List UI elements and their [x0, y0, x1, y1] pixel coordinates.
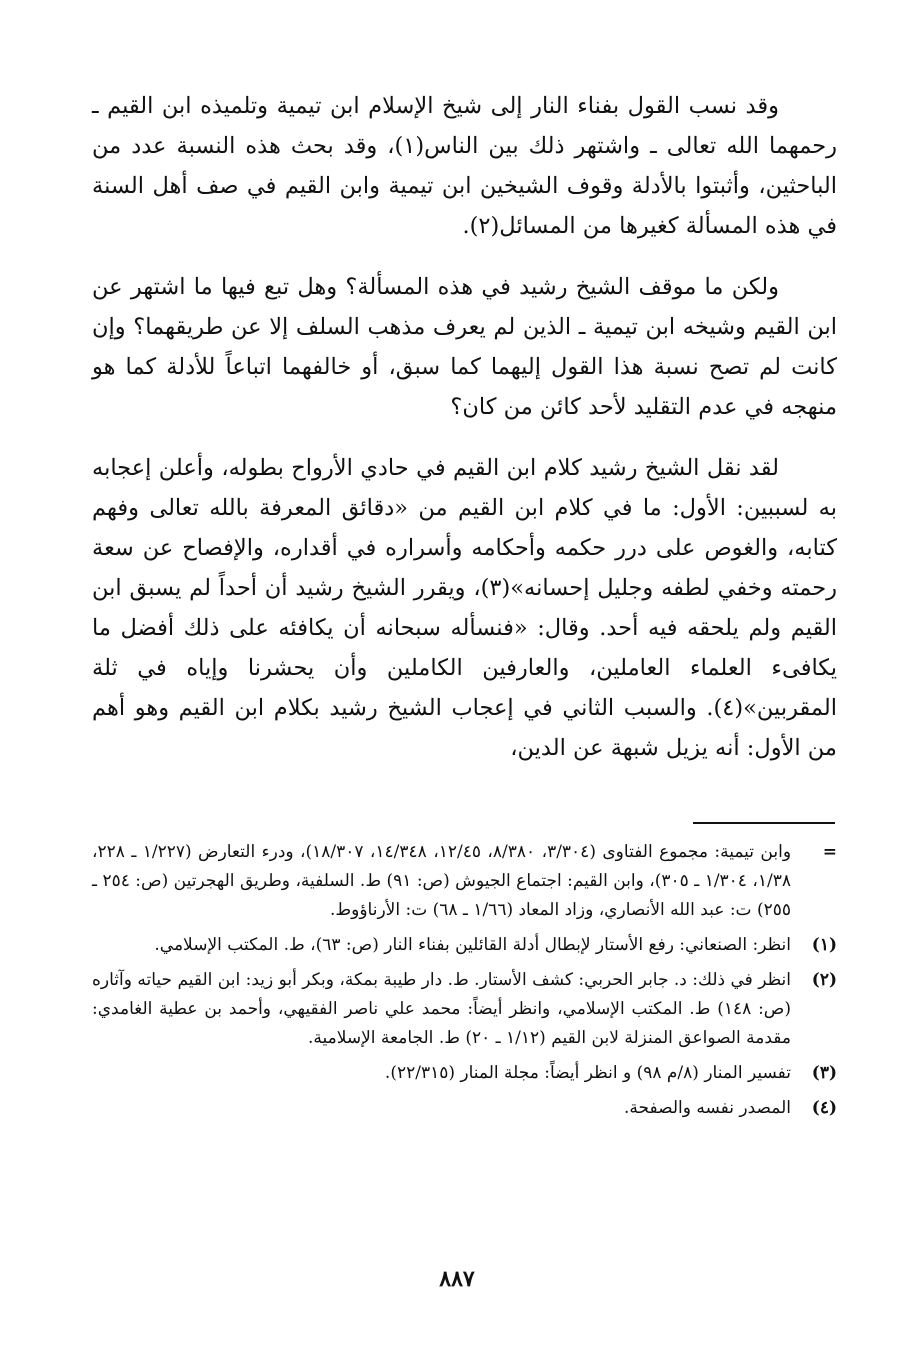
- footnotes: [92, 838, 837, 1129]
- footnote-item: [92, 966, 837, 1053]
- paragraph-text: ولكن ما موقف الشيخ رشيد في هذه المسألة؟ وهل تبع فيها ما اشتهر عن ابن القيم وشيخه ابن تيمية ـ الذين لم يعرف مذهب السلف إلا عن طريقهما؟ وإن كانت لم تصح نسبة هذا القول إليهما كما سبق، أو خالفهما اتباعاً للأدلة كما هو منهجه في عدم التقليد لأحد كائن من كان؟: [92, 274, 837, 420]
- footnote-divider: [693, 822, 835, 824]
- page-number: ٨٨٧: [439, 1266, 475, 1292]
- footnote-marker: (٢): [811, 970, 837, 990]
- footnote-text: وابن تيمية: مجموع الفتاوى (٣/٣٠٤، ٨/٣٨٠، ١٢/٤٥، ١٤/٣٤٨، ١٨/٣٠٧)، ودرء التعارض (١/٢٢٧ ـ ٢٢٨، ١/٣٨، ١/٣٠٤ ـ ٣٠٥)، وابن القيم: اجتماع الجيوش (ص: ٩١) ط. السلفية، وطريق الهجرتين (ص: ٢٥٤ ـ ٢٥٥) ت: عبد الله الأنصاري، وزاد المعاد (١/٦٦ ـ ٦٨) ت: الأرناؤوط.: [92, 842, 792, 920]
- footnote-text: انظر: الصنعاني: رفع الأستار لإبطال أدلة القائلين بفناء النار (ص: ٦٣)، ط. المكتب الإسلامي.: [154, 935, 791, 955]
- paragraph: [92, 86, 837, 246]
- footnote-text: تفسير المنار (٨/م ٩٨) و انظر أيضاً: مجلة المنار (٢٢/٣١٥).: [384, 1063, 791, 1083]
- footnote-item: [92, 1094, 837, 1123]
- footnote-marker: (٤): [811, 1098, 837, 1118]
- main-text: [92, 86, 837, 789]
- footnote-item: [92, 931, 837, 960]
- footnote-marker: (٣): [811, 1063, 837, 1083]
- footnote-item: [92, 838, 837, 925]
- footnote-item: [92, 1059, 837, 1088]
- paragraph: [92, 267, 837, 427]
- paragraph-text: وقد نسب القول بفناء النار إلى شيخ الإسلام ابن تيمية وتلميذه ابن القيم ـ رحمهما الله تعالى ـ واشتهر ذلك بين الناس(١)، وقد بحث هذه النسبة عدد من الباحثين، وأثبتوا بالأدلة وقوف الشيخين ابن تيمية وابن القيم في صف أهل السنة في هذه المسألة كغيرها من المسائل(٢).: [92, 93, 838, 239]
- footnote-marker: =: [822, 842, 837, 862]
- paragraph: [92, 448, 837, 768]
- paragraph-text: لقد نقل الشيخ رشيد كلام ابن القيم في حادي الأرواح بطوله، وأعلن إعجابه به لسببين: الأول: ما في كلام ابن القيم من «دقائق المعرفة بالله تعالى وفهم كتابه، والغوص على درر حكمه وأحكامه وأسراره في أقداره، والإفصاح عن سعة رحمته وخفي لطفه وجليل إحسانه»(٣)، ويقرر الشيخ رشيد أن أحداً لم يسبق ابن القيم ولم يلحقه فيه أحد. وقال: «فنسأله سبحانه أن يكافئه على ذلك أفضل ما يكافىء العلماء العاملين، والعارفين الكاملين وأن يحشرنا وإياه في ثلة المقربين»(٤). والسبب الثاني في إعجاب الشيخ رشيد بكلام ابن القيم وهو أهم من الأول: أنه يزيل شبهة عن الدين،: [92, 455, 837, 761]
- footnote-marker: (١): [811, 935, 837, 955]
- footnote-text: انظر في ذلك: د. جابر الحربي: كشف الأستار. ط. دار طيبة بمكة، وبكر أبو زيد: ابن القيم حياته وآثاره (ص: ١٤٨) ط. المكتب الإسلامي، وانظر أيضاً: محمد علي ناصر الفقيهي، وأحمد بن عطية الغامدي: مقدمة الصواعق المنزلة لابن القيم (١/١٢ ـ ٢٠) ط. الجامعة الإسلامية.: [92, 970, 791, 1048]
- footnote-text: المصدر نفسه والصفحة.: [624, 1098, 791, 1118]
